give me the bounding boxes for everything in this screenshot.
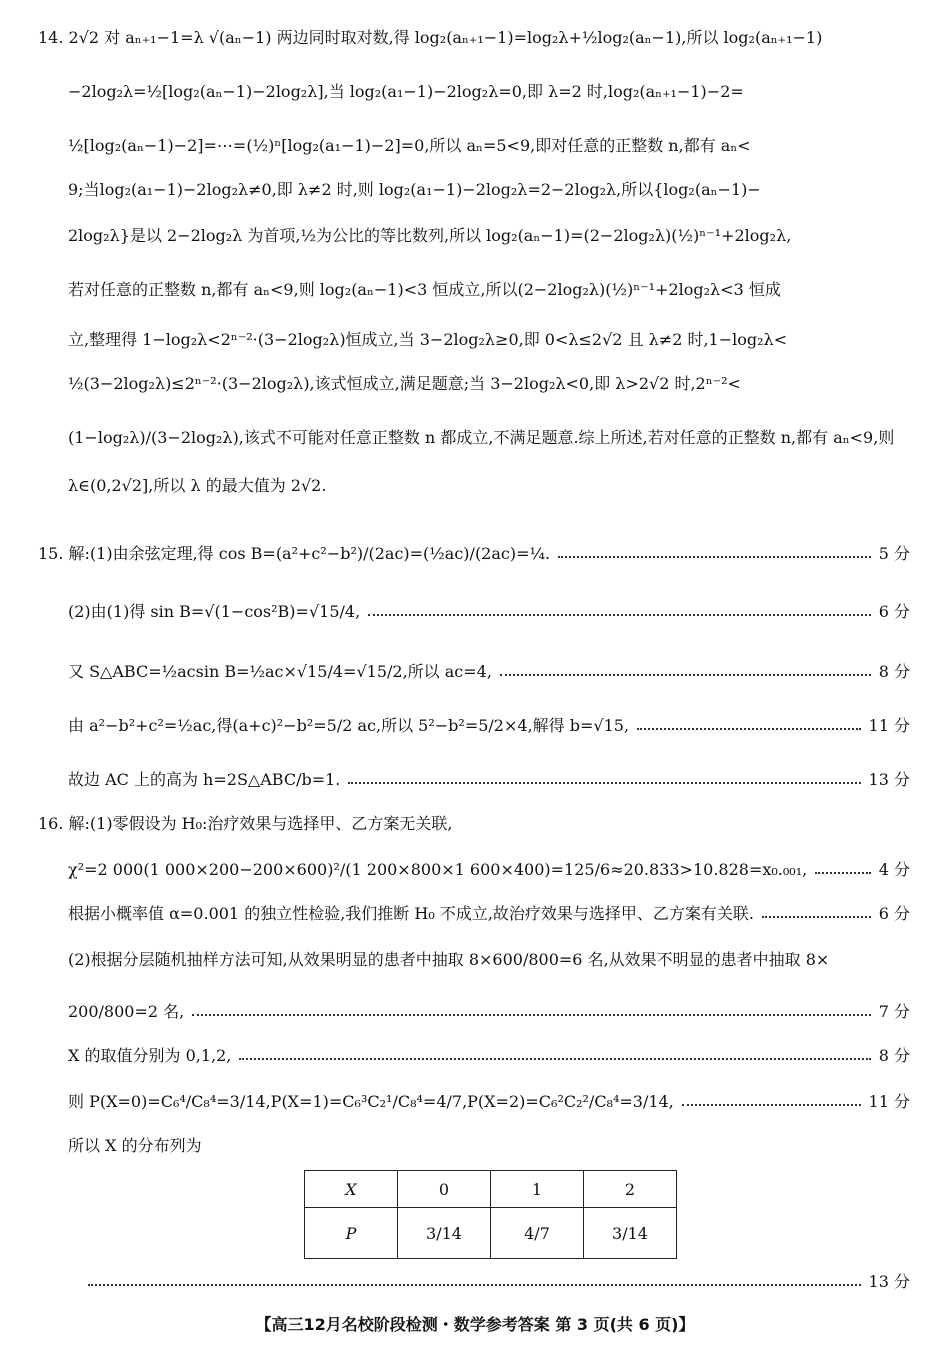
q15-line-1: 15. 解:(1)由余弦定理,得 cos B=(a²+c²−b²)/(2ac)=(½ac)/(2ac)=¼. 5 分 [38,542,910,566]
score-label: 4 分 [878,860,910,879]
q15-line-5: 故边 AC 上的高为 h=2S△ABC/b=1. 13 分 [68,768,910,792]
q16-intro: 16. 解:(1)零假设为 H₀:治疗效果与选择甲、乙方案无关联, [38,814,453,833]
q15-line-4: 由 a²−b²+c²=½ac,得(a+c)²−b²=5/2 ac,所以 5²−b²=5/2×4,解得 b=√15, 11 分 [68,714,910,738]
table-cell: 4/7 [491,1208,584,1259]
table-row [305,1171,677,1208]
leader-dots [500,674,871,676]
score-label: 7 分 [878,1002,910,1021]
score-label: 13 分 [868,770,910,789]
leader-dots [815,872,871,874]
leader-dots [348,782,860,784]
table-cell: 3/14 [584,1208,677,1259]
table-cell: 2 [584,1171,677,1208]
table-cell: P [305,1208,398,1259]
leader-dots [192,1014,870,1016]
distribution-table [304,1170,677,1259]
table-cell: X [305,1171,398,1208]
score-label: 13 分 [868,1272,910,1291]
page-footer: 【高三12月名校阶段检测・数学参考答案 第 3 页(共 6 页)】 [255,1315,695,1334]
q14-line-3: ½[log₂(aₙ−1)−2]=⋯=(½)ⁿ[log₂(a₁−1)−2]=0,所以 aₙ=5<9,即对任意的正整数 n,都有 aₙ< [68,136,751,155]
q14-line-6: 若对任意的正整数 n,都有 aₙ<9,则 log₂(aₙ−1)<3 恒成立,所以(2−2log₂λ)(½)ⁿ⁻¹+2log₂λ<3 恒成 [68,280,781,299]
score-label: 8 分 [878,662,910,681]
score-label: 11 分 [868,716,910,735]
leader-dots [368,614,871,616]
leader-dots [637,728,861,730]
q14-line-2: −2log₂λ=½[log₂(aₙ−1)−2log₂λ],当 log₂(a₁−1)−2log₂λ=0,即 λ=2 时,log₂(aₙ₊₁−1)−2= [68,82,744,101]
q16-line-4: X 的取值分别为 0,1,2, 8 分 [68,1044,910,1068]
leader-dots [682,1104,861,1106]
score-label: 8 分 [878,1046,910,1065]
q16-line-1: χ²=2 000(1 000×200−200×600)²/(1 200×800×1 600×400)=125/6≈20.833>10.828=x₀.₀₀₁, 4 分 [68,858,910,882]
q16-line-5: 则 P(X=0)=C₆⁴/C₈⁴=3/14,P(X=1)=C₆³C₂¹/C₈⁴=4/7,P(X=2)=C₆²C₂²/C₈⁴=3/14, 11 分 [68,1090,910,1114]
q14-line-8: ½(3−2log₂λ)≤2ⁿ⁻²·(3−2log₂λ),该式恒成立,满足题意;当 3−2log₂λ<0,即 λ>2√2 时,2ⁿ⁻²< [68,374,741,393]
q14-line-7: 立,整理得 1−log₂λ<2ⁿ⁻²·(3−2log₂λ)恒成立,当 3−2log₂λ≥0,即 0<λ≤2√2 且 λ≠2 时,1−log₂λ< [68,330,788,349]
leader-dots [239,1058,870,1060]
table-cell: 1 [491,1171,584,1208]
q16-line-2: 根据小概率值 α=0.001 的独立性检验,我们推断 H₀ 不成立,故治疗效果与选择甲、乙方案有关联. 6 分 [68,902,910,926]
leader-dots [88,1284,861,1286]
q15-line-2: (2)由(1)得 sin B=√(1−cos²B)=√15/4, 6 分 [68,600,910,624]
leader-dots [558,556,871,558]
score-label: 6 分 [878,904,910,923]
q16-line-3: 200/800=2 名, 7 分 [68,1000,910,1024]
score-label: 6 分 [878,602,910,621]
q16-part2: (2)根据分层随机抽样方法可知,从效果明显的患者中抽取 8×600/800=6 名,从效果不明显的患者中抽取 8× [68,950,830,969]
q16-dist-intro: 所以 X 的分布列为 [68,1136,202,1155]
q16-final-score-line [68,1270,910,1294]
q15-line-3: 又 S△ABC=½acsin B=½ac×√15/4=√15/2,所以 ac=4, 8 分 [68,660,910,684]
table-cell: 3/14 [398,1208,491,1259]
table-row [305,1208,677,1259]
q14-line-9: (1−log₂λ)/(3−2log₂λ),该式不可能对任意正整数 n 都成立,不满足题意.综上所述,若对任意的正整数 n,都有 aₙ<9,则 [68,428,895,447]
q14-line-4: 9;当log₂(a₁−1)−2log₂λ≠0,即 λ≠2 时,则 log₂(a₁−1)−2log₂λ=2−2log₂λ,所以{log₂(aₙ−1)− [68,180,761,199]
table-cell: 0 [398,1171,491,1208]
score-label: 11 分 [868,1092,910,1111]
leader-dots [762,916,871,918]
q14-line-10: λ∈(0,2√2],所以 λ 的最大值为 2√2. [68,476,327,495]
q14-line-5: 2log₂λ}是以 2−2log₂λ 为首项,½为公比的等比数列,所以 log₂(aₙ−1)=(2−2log₂λ)(½)ⁿ⁻¹+2log₂λ, [68,226,792,245]
q14-line-1: 14. 2√2 对 aₙ₊₁−1=λ √(aₙ−1) 两边同时取对数,得 log₂(aₙ₊₁−1)=log₂λ+½log₂(aₙ−1),所以 log₂(aₙ₊₁−1) [38,28,823,47]
score-label: 5 分 [878,544,910,563]
